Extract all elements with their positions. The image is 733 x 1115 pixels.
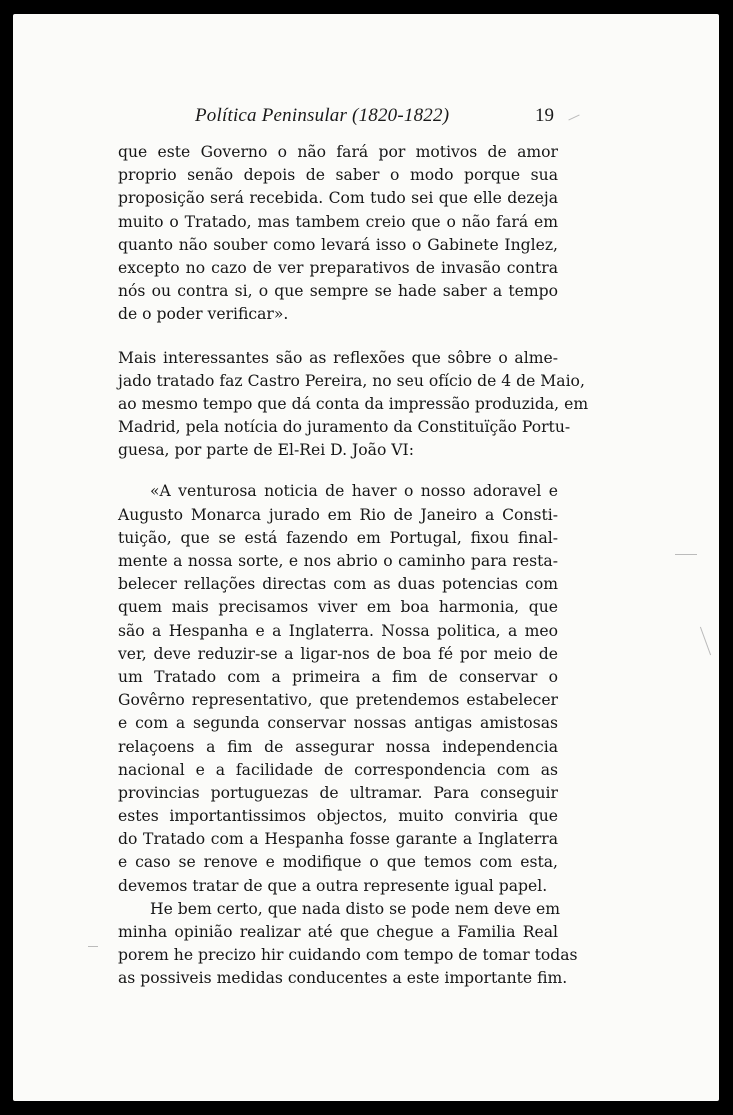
- text-line: nacional e a facilidade de correspondencia com as: [118, 760, 558, 779]
- scan-mark: [700, 627, 711, 656]
- text-line: Govêrno representativo, que pretendemos estabelecer: [118, 691, 558, 710]
- text-line: «A venturosa noticia de haver o nosso adoravel e: [150, 482, 558, 501]
- text-line: jado tratado faz Castro Pereira, no seu ofício de 4 de Maio,: [118, 371, 585, 390]
- text-line: muito o Tratado, mas tambem creio que o não fará em: [118, 212, 558, 231]
- text-line: proprio senão depois de saber o modo porque sua: [118, 166, 558, 185]
- text-line: proposição será recebida. Com tudo sei que elle dezeja: [118, 189, 558, 208]
- text-line: mente a nossa sorte, e nos abrio o caminho para resta-: [118, 552, 558, 570]
- book-page: [13, 14, 719, 1101]
- text-line: que este Governo o não fará por motivos de amor: [118, 143, 558, 161]
- text-line: são a Hespanha e a Inglaterra. Nossa politica, a meo: [118, 621, 558, 640]
- paragraph-1: [118, 141, 558, 327]
- paragraph-gap: [118, 462, 558, 480]
- page-number: 19: [535, 105, 554, 126]
- text-line: relaçoens a fim de assegurar nossa independencia: [118, 737, 558, 756]
- running-title: Política Peninsular (1820-1822): [195, 105, 450, 126]
- scan-mark: [675, 554, 697, 555]
- page-header: [13, 105, 719, 129]
- scan-mark: [88, 946, 98, 947]
- text-line: guesa, por parte de El-Rei D. João VI:: [118, 441, 414, 460]
- text-line: ver, deve reduzir-se a ligar-nos de boa fé por meio de: [118, 644, 558, 663]
- text-line: estes importantissimos objectos, muito conviria que: [118, 807, 558, 826]
- text-line: um Tratado com a primeira a fim de conservar o: [118, 667, 558, 686]
- text-line: He bem certo, que nada disto se pode nem deve em: [150, 899, 561, 918]
- paragraph-4: [118, 898, 578, 991]
- text-line: provincias portuguezas de ultramar. Para conseguir: [118, 783, 558, 802]
- text-line: Madrid, pela notícia do juramento da Constituïção Portu-: [118, 418, 571, 437]
- text-line: ao mesmo tempo que dá conta da impressão produzida, em: [118, 394, 589, 413]
- paragraph-gap: [118, 327, 558, 347]
- body-text: [118, 141, 589, 991]
- text-line: e com a segunda conservar nossas antigas amistosas: [118, 714, 558, 733]
- text-line: nós ou contra si, o que sempre se hade saber a tempo: [118, 282, 558, 301]
- text-line: excepto no cazo de ver preparativos de invasão contra: [118, 258, 558, 277]
- paragraph-2: [118, 347, 589, 463]
- text-line: tuição, que se está fazendo em Portugal, fixou final-: [118, 528, 558, 547]
- text-line: quem mais precisamos viver em boa harmonia, que: [118, 598, 558, 617]
- text-line: as possiveis medidas conducentes a este importante fim.: [118, 969, 568, 988]
- text-line: belecer rellações directas com as duas potencias com: [118, 575, 558, 594]
- text-line: e caso se renove e modifique o que temos com esta,: [118, 853, 558, 872]
- text-line: do Tratado com a Hespanha fosse garante a Inglaterra: [118, 830, 558, 849]
- text-line: Mais interessantes são as reflexões que sôbre o alme-: [118, 348, 558, 367]
- text-line: Augusto Monarca jurado em Rio de Janeiro a Consti-: [118, 505, 558, 524]
- text-line: quanto não souber como levará isso o Gabinete Inglez,: [118, 235, 558, 254]
- quotation: [118, 480, 558, 897]
- text-line: porem he precizo hir cuidando com tempo de tomar todas: [118, 946, 578, 965]
- text-line: de o poder verificar».: [118, 305, 289, 324]
- text-line: minha opinião realizar até que chegue a Familia Real: [118, 923, 558, 941]
- text-line: devemos tratar de que a outra represente igual papel.: [118, 876, 548, 895]
